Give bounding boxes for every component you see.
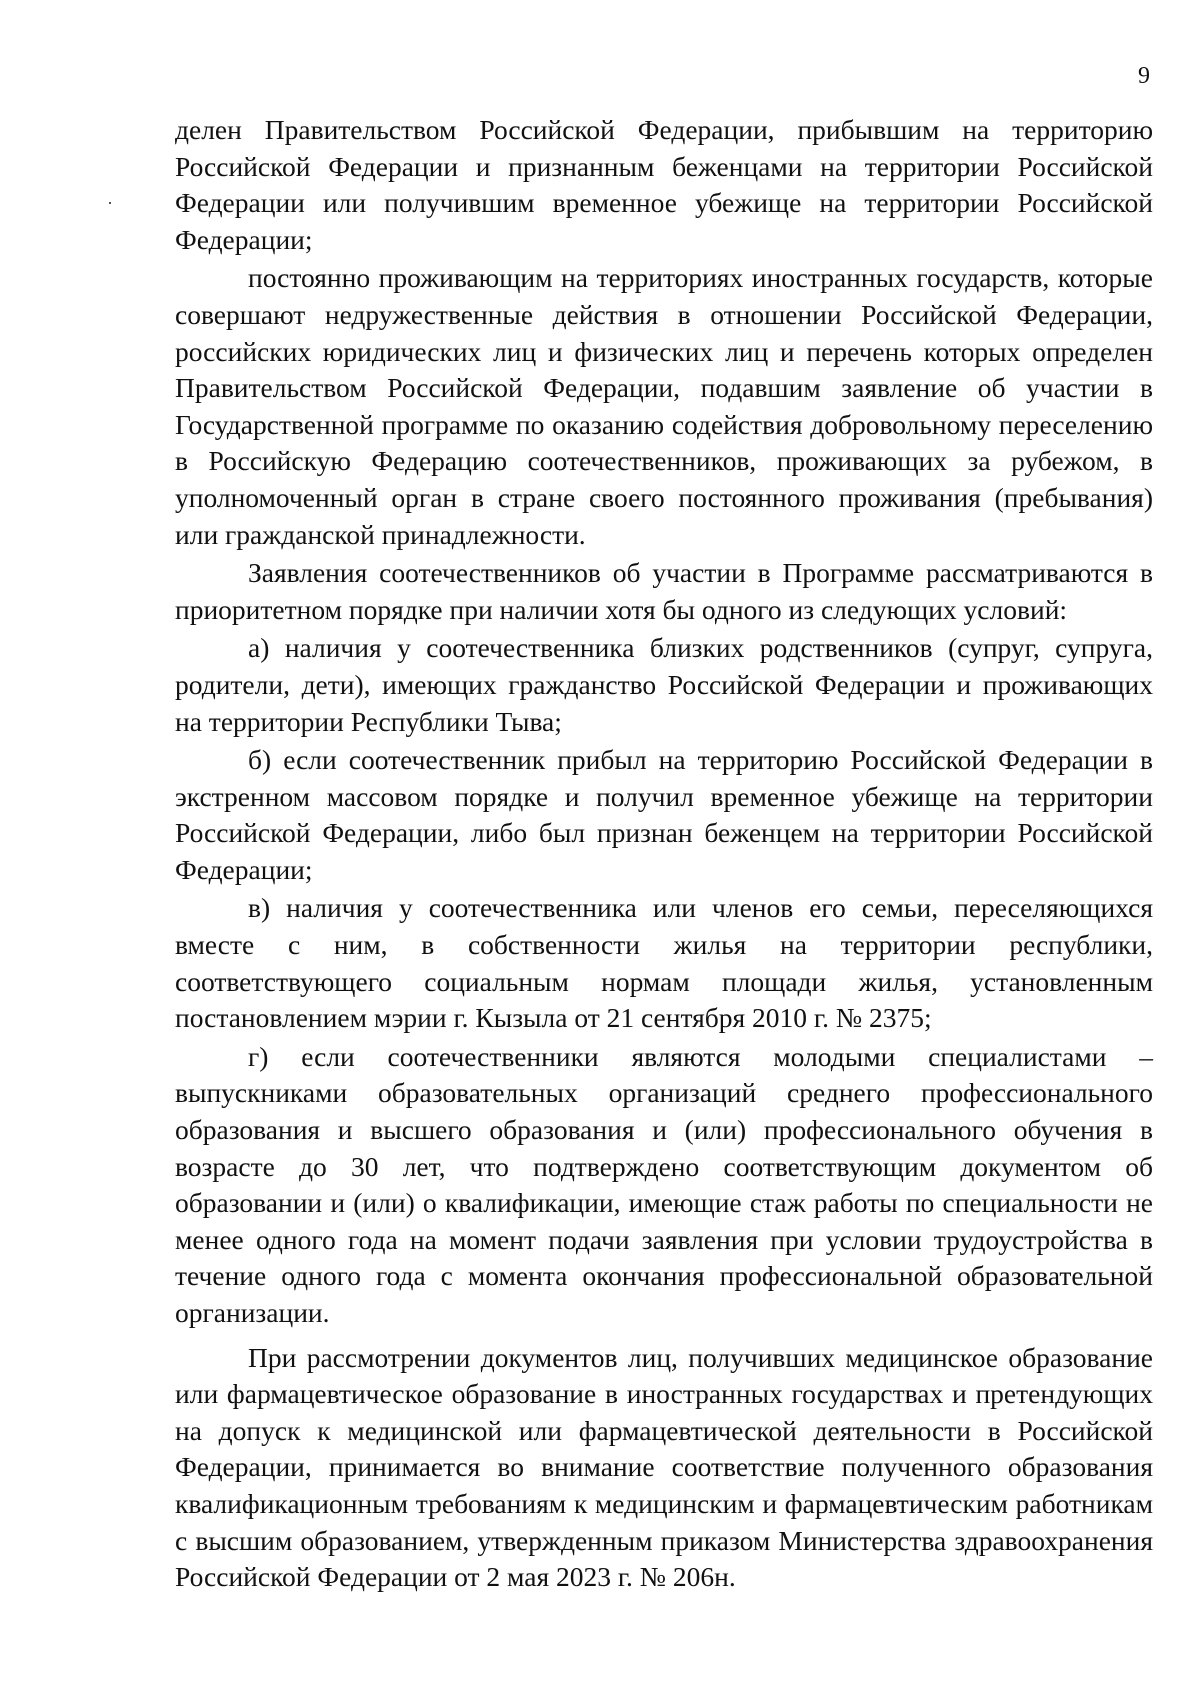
paragraph-medical-education: При рассмотрении документов лиц, получивших медицинское образование или фармацевтическое образование в иностранных государствах и претендующих на допуск к медицинской или фармацевтической деятельности в Российской Федерации, принимается во внимание соответствие полученного образования квалификационным требованиям к медицинским и фармацевтическим работникам с высшим образованием, утвержденным приказом Министерства здравоохранения Российской Федерации от 2 мая 2023 г. № 206н.	[175, 1341, 1153, 1593]
paragraph-priority-conditions: Заявления соотечественников об участии в Программе рассматриваются в приоритетном порядке при наличии хотя бы одного из следующих условий:	[175, 557, 1153, 625]
list-item-v: в) наличия у соотечественника или членов его семьи, переселяющихся вместе с ним, в собственности жилья на территории республики, соответствующего социальным нормам площади жилья, установленным постановлением мэрии г. Кызыла от 21 сентября 2010 г. № 2375;	[175, 892, 1153, 1034]
paragraph-continuation: делен Правительством Российской Федерации, прибывшим на территорию Российской Федерации и признанным беженцами на территории Российской Федерации или получившим временное убежище на территории Российской Федерации;	[175, 114, 1153, 255]
list-item-g: г) если соотечественники являются молодыми специалистами – выпускниками образовательных организаций среднего профессионального образования и высшего образования и (или) профессионального обучения в возрасте до 30 лет, что подтверждено соответствующим документом об образовании и (или) о квалификации, имеющие стаж работы по специальности не менее одного года на момент подачи заявления при условии трудоустройства в течение одного года с момента окончания профессиональной образовательной организации.	[175, 1040, 1153, 1328]
scan-artifact-dot	[109, 202, 111, 204]
list-item-a: а) наличия у соотечественника близких родственников (супруг, супруга, родители, дети), имеющих гражданство Российской Федерации и проживающих на территории Республики Тыва;	[175, 632, 1153, 737]
document-body	[175, 112, 1153, 1598]
list-item-b: б) если соотечественник прибыл на территорию Российской Федерации в экстренном массовом порядке и получил временное убежище на территории Российской Федерации, либо был признан беженцем на территории Российской Федерации;	[175, 744, 1153, 885]
page-number: 9	[1138, 63, 1150, 89]
paragraph-residents-abroad: постоянно проживающим на территориях иностранных государств, которые совершают недружественные действия в отношении Российской Федерации, российских юридических лиц и физических лиц и перечень которых определен Правительством Российской Федерации, подавшим заявление об участии в Государственной программе по оказанию содействия добровольному переселению в Российскую Федерацию соотечественников, проживающих за рубежом, в уполномоченный орган в стране своего постоянного проживания (пребывания) или гражданской принадлежности.	[175, 262, 1153, 550]
